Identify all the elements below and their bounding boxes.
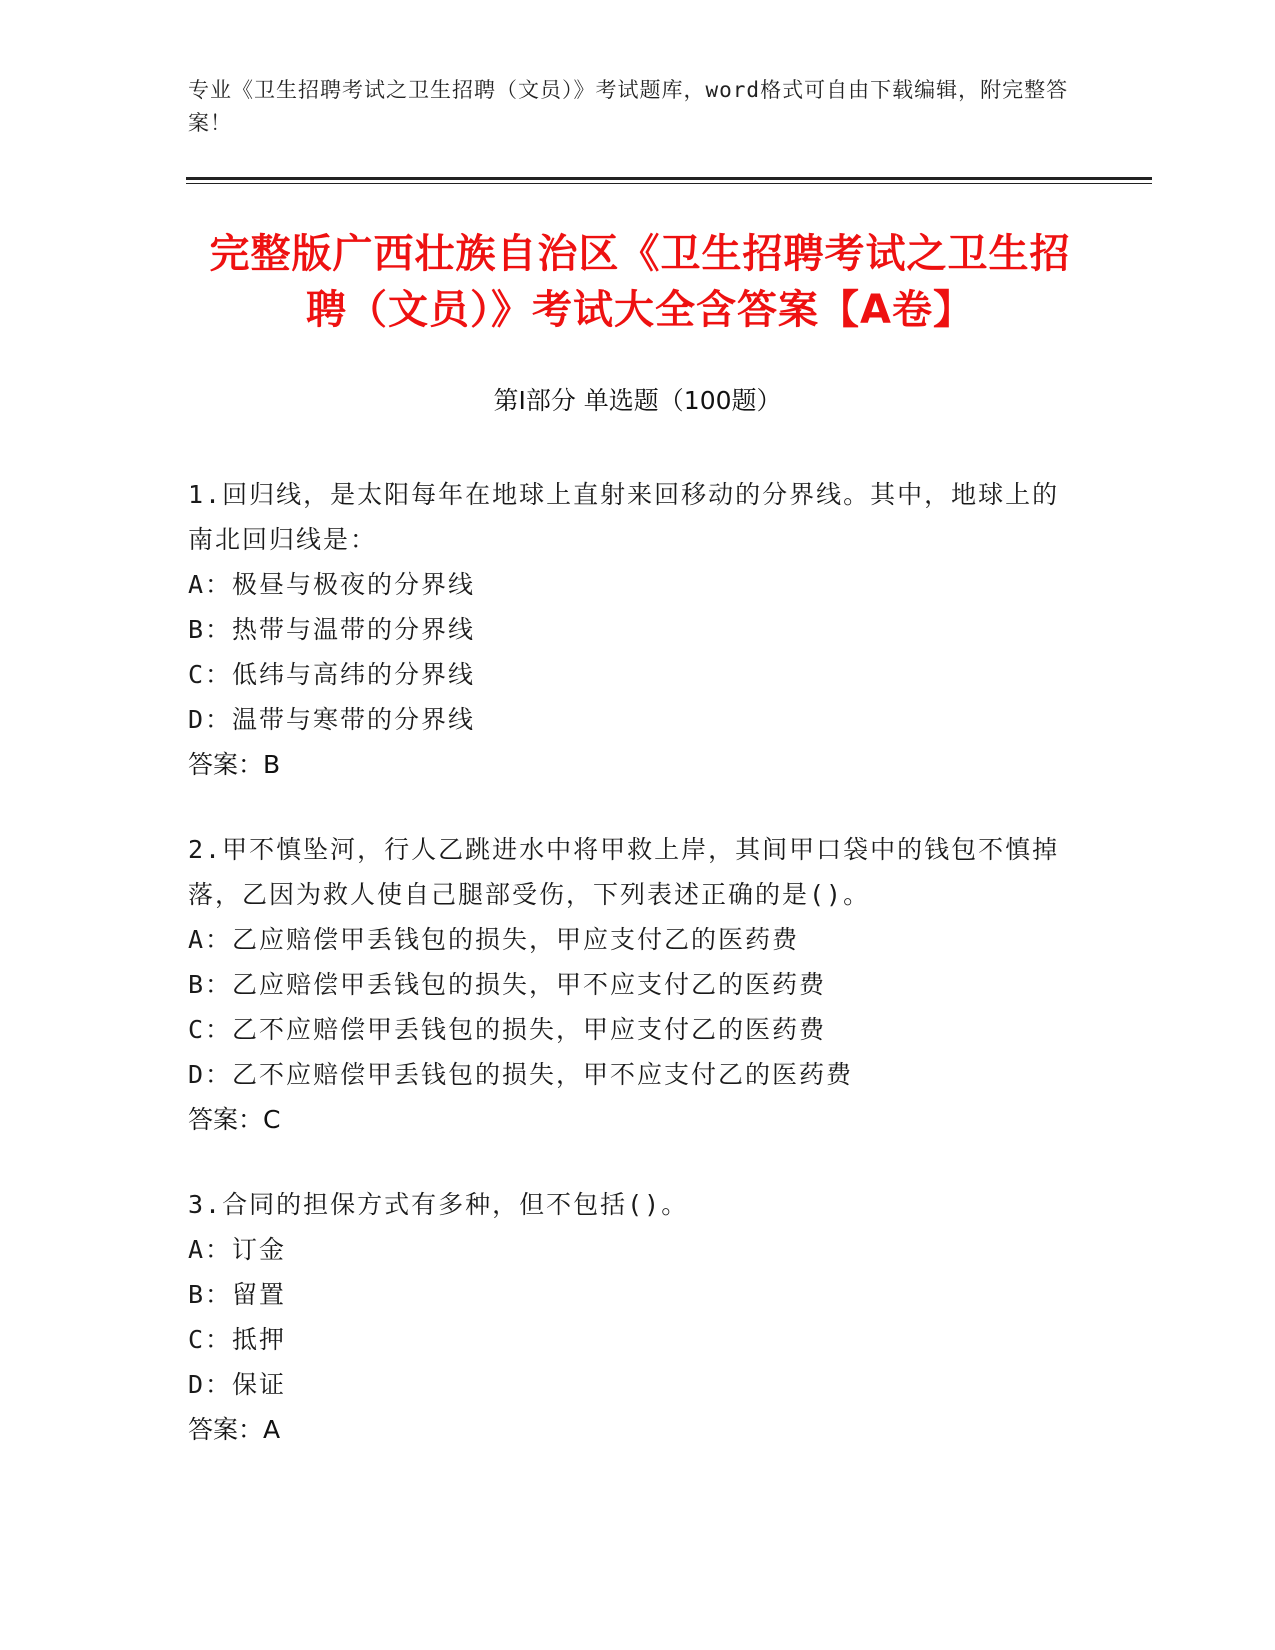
option-key: D： — [188, 1370, 233, 1399]
option-b — [188, 607, 1068, 652]
question-3 — [188, 1182, 1068, 1452]
question-stem: 1.回归线，是太阳每年在地球上直射来回移动的分界线。其中，地球上的南北回归线是： — [188, 480, 1060, 554]
option-text: 热带与温带的分界线 — [232, 615, 476, 644]
option-key: C： — [188, 660, 233, 689]
option-d — [188, 1362, 1068, 1407]
option-key: D： — [188, 705, 233, 734]
option-key: B： — [188, 970, 233, 999]
question-1 — [188, 472, 1068, 787]
option-text: 乙应赔偿甲丢钱包的损失，甲不应支付乙的医药费 — [232, 970, 827, 999]
option-a — [188, 1227, 1068, 1272]
question-stem: 3.合同的担保方式有多种，但不包括()。 — [188, 1190, 689, 1219]
option-b — [188, 1272, 1068, 1317]
answer-line: 答案：B — [188, 750, 281, 779]
option-text: 抵押 — [232, 1325, 287, 1354]
option-text: 低纬与高纬的分界线 — [232, 660, 476, 689]
option-c — [188, 1007, 1068, 1052]
option-a — [188, 917, 1068, 962]
option-text: 乙不应赔偿甲丢钱包的损失，甲不应支付乙的医药费 — [232, 1060, 854, 1089]
option-text: 留置 — [232, 1280, 287, 1309]
option-d — [188, 697, 1068, 742]
document-title: 完整版广西壮族自治区《卫生招聘考试之卫生招聘（文员）》考试大全含答案【A卷】 — [209, 231, 1071, 333]
answer-line: 答案：A — [188, 1415, 281, 1444]
option-key: A： — [188, 1235, 233, 1264]
header-divider-thick — [186, 177, 1152, 180]
option-c — [188, 1317, 1068, 1362]
option-key: C： — [188, 1325, 233, 1354]
option-text: 温带与寒带的分界线 — [232, 705, 476, 734]
option-b — [188, 962, 1068, 1007]
option-a — [188, 562, 1068, 607]
option-key: A： — [188, 925, 233, 954]
section-heading: 第Ⅰ部分 单选题（100题） — [493, 386, 782, 415]
option-text: 乙应赔偿甲丢钱包的损失，甲应支付乙的医药费 — [232, 925, 800, 954]
option-key: D： — [188, 1060, 233, 1089]
option-c — [188, 652, 1068, 697]
option-key: C： — [188, 1015, 233, 1044]
option-text: 极昼与极夜的分界线 — [232, 570, 476, 599]
option-text: 保证 — [232, 1370, 287, 1399]
question-list — [188, 472, 1068, 1492]
question-2 — [188, 827, 1068, 1142]
option-d — [188, 1052, 1068, 1097]
header-divider-thin — [186, 183, 1152, 184]
question-stem: 2.甲不慎坠河，行人乙跳进水中将甲救上岸，其间甲口袋中的钱包不慎掉落，乙因为救人使自己腿部受伤，下列表述正确的是()。 — [188, 835, 1060, 909]
answer-line: 答案：C — [188, 1105, 281, 1134]
option-text: 乙不应赔偿甲丢钱包的损失，甲应支付乙的医药费 — [232, 1015, 827, 1044]
option-key: A： — [188, 570, 233, 599]
option-key: B： — [188, 1280, 233, 1309]
option-text: 订金 — [232, 1235, 287, 1264]
header-note: 专业《卫生招聘考试之卫生招聘（文员）》考试题库，word格式可自由下载编辑，附完整答案！ — [188, 78, 1069, 135]
option-key: B： — [188, 615, 233, 644]
